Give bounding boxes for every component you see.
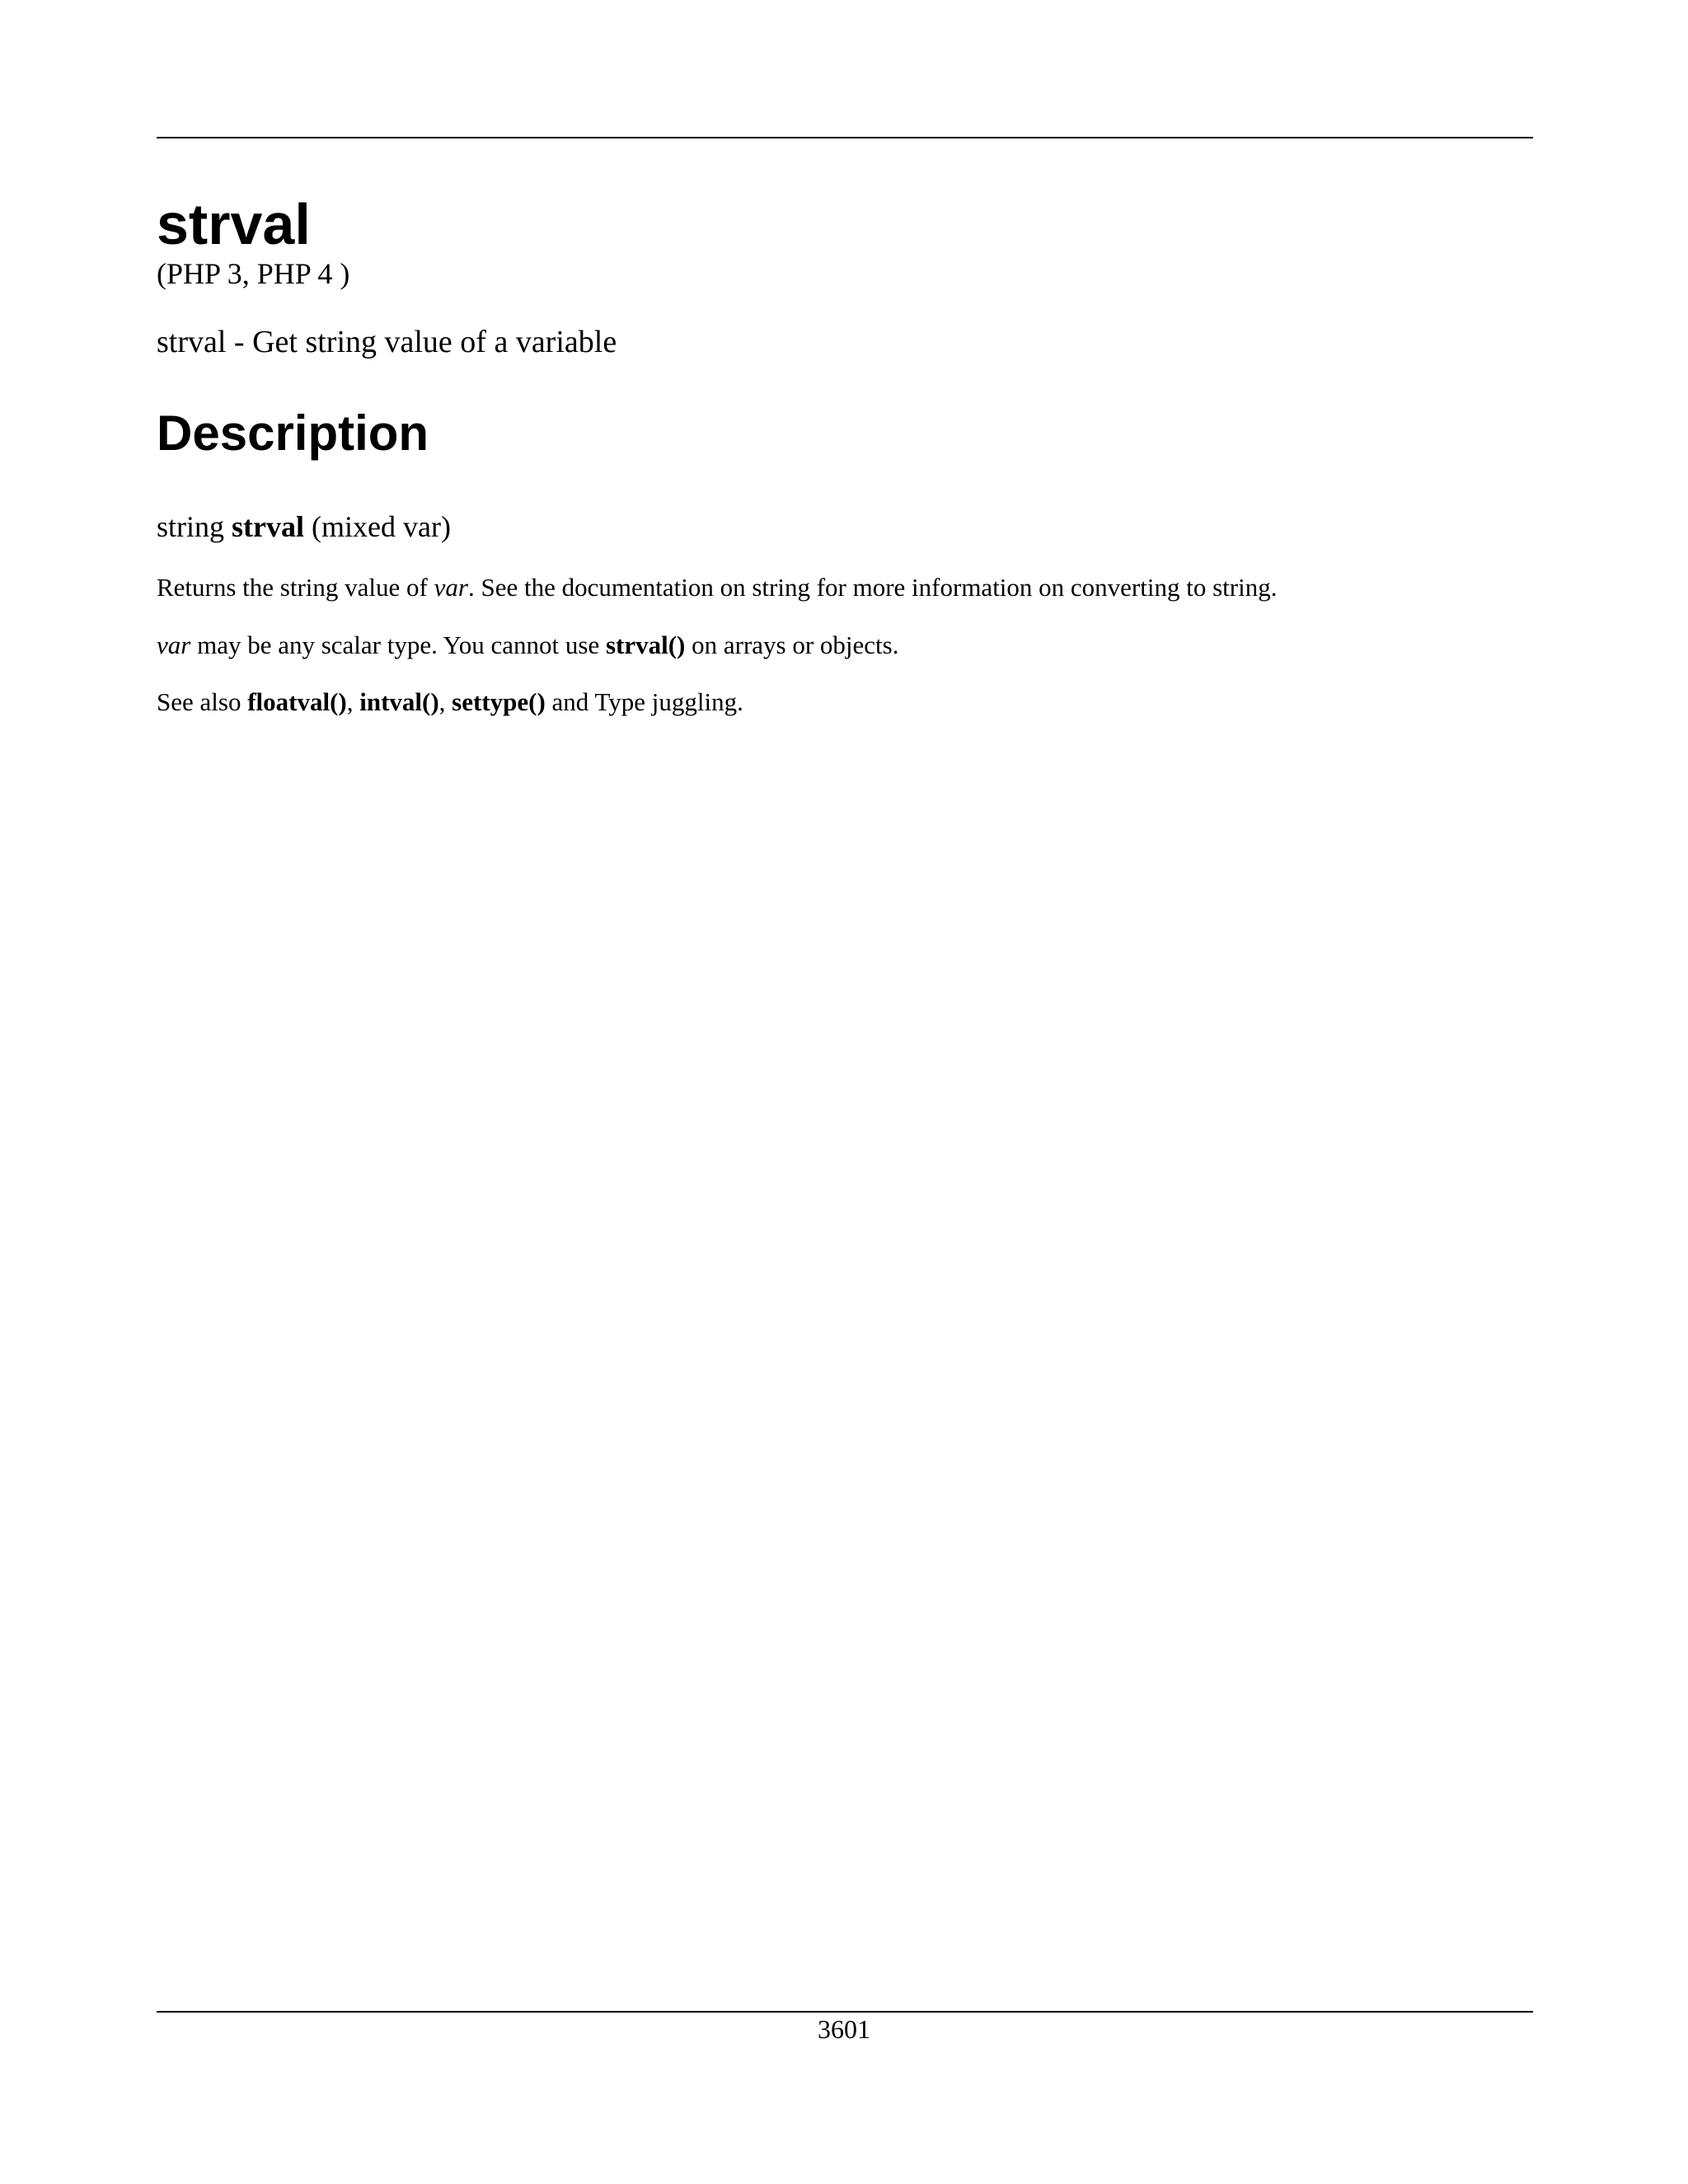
intval-label: intval(): [359, 687, 439, 716]
page-number: 3601: [818, 2014, 870, 2044]
type-juggling-link[interactable]: Type juggling: [594, 687, 738, 716]
php-versions: (PHP 3, PHP 4 ): [157, 257, 350, 290]
string-link[interactable]: string: [752, 573, 810, 602]
refpurpose: strval - Get string value of a variable: [157, 325, 617, 359]
para2-text-middle: may be any scalar type. You cannot use: [190, 630, 606, 659]
header-rule: [157, 137, 1533, 138]
para3-text-before: See also: [157, 687, 248, 716]
separator: ,: [438, 687, 452, 716]
separator: ,: [346, 687, 360, 716]
function-name: strval: [232, 510, 304, 543]
return-type: string: [157, 510, 225, 543]
param-var: var: [157, 630, 191, 659]
para2-text-after: on arrays or objects.: [685, 630, 899, 659]
settype-link[interactable]: [452, 687, 546, 716]
floatval-label: floatval(): [247, 687, 347, 716]
param-var: var: [434, 573, 468, 602]
function-params: (mixed var): [312, 510, 451, 543]
function-synopsis: [157, 509, 451, 545]
returns-paragraph: [157, 571, 1277, 604]
para1-text-middle: . See the documentation on: [467, 573, 753, 602]
see-also-paragraph: [157, 686, 743, 719]
floatval-link[interactable]: [247, 687, 347, 716]
intval-link[interactable]: [359, 687, 438, 716]
para3-text-middle: and: [545, 687, 595, 716]
para3-text-after: .: [737, 687, 743, 716]
scalar-paragraph: [157, 629, 899, 662]
settype-label: settype(): [452, 687, 546, 716]
para1-text-after: for more information on converting to string.: [809, 573, 1278, 602]
description-heading: Description: [157, 405, 429, 461]
para1-text-before: Returns the string value of: [157, 573, 434, 602]
function-strval: strval(): [605, 630, 686, 659]
page-title: strval: [157, 192, 311, 256]
